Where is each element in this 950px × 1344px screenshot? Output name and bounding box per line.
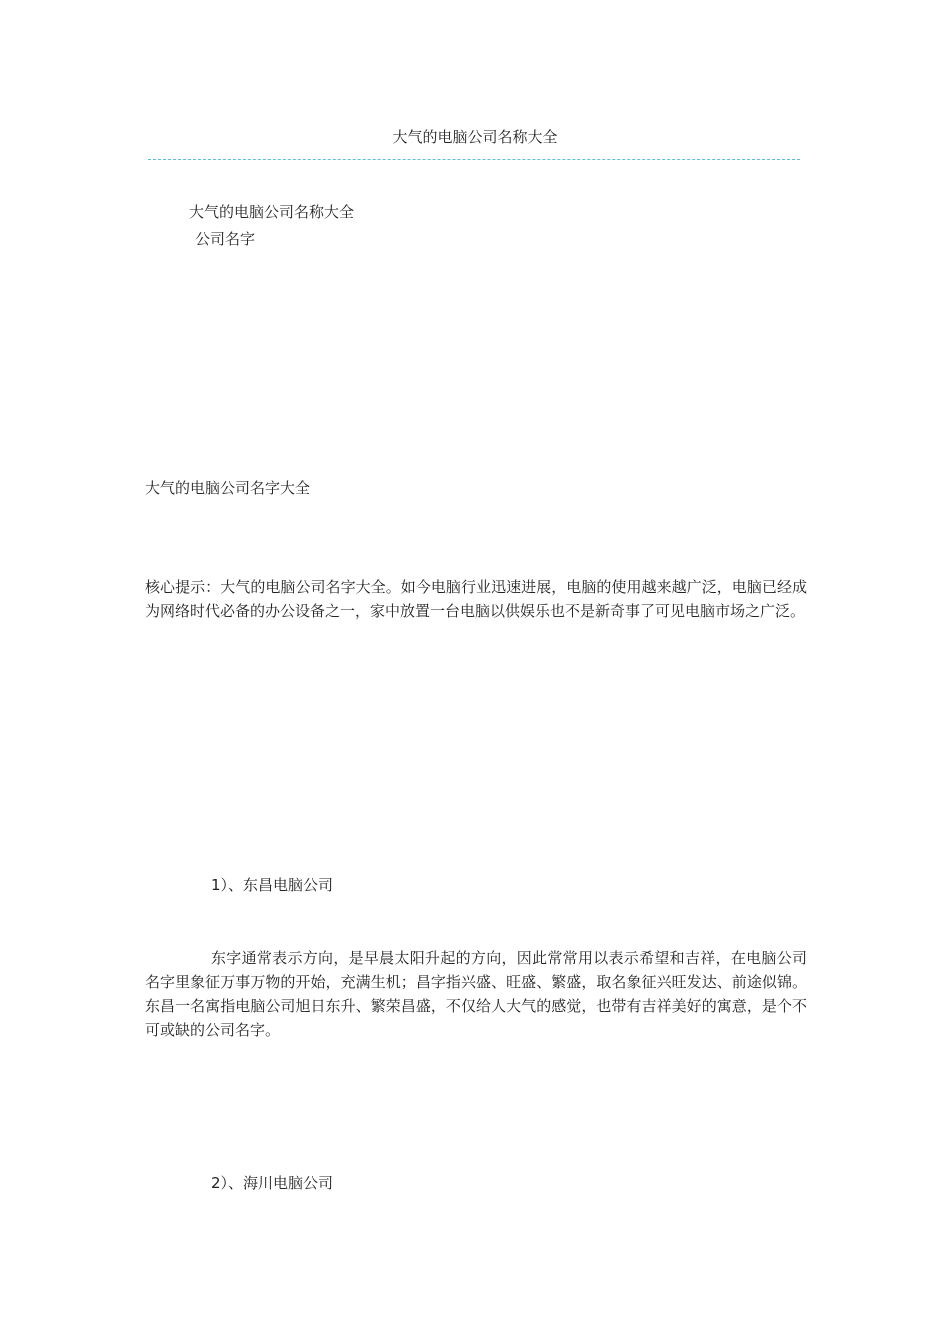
- document-subtitle: 公司名字: [195, 230, 256, 248]
- document-title: 大气的电脑公司名称大全: [189, 203, 355, 221]
- header-title: 大气的电脑公司名称大全: [392, 128, 558, 146]
- intro-paragraph: 核心提示：大气的电脑公司名字大全。如今电脑行业迅速进展，电脑的使用越来越广泛，电脑已经成为网络时代必备的办公设备之一，家中放置一台电脑以供娱乐也不是新奇事了可见电脑市场之广泛。: [145, 578, 807, 620]
- item-2-label: 2）、海川电脑公司: [211, 1174, 334, 1192]
- section-heading: 大气的电脑公司名字大全: [145, 479, 311, 497]
- item-1-label: 1）、东昌电脑公司: [211, 876, 334, 894]
- item-1-paragraph: 东字通常表示方向，是早晨太阳升起的方向，因此常常用以表示希望和吉祥，在电脑公司名字里象征万事万物的开始，充满生机；昌字指兴盛、旺盛、繁盛，取名象征兴旺发达、前途似锦。东昌一名寓指电脑公司旭日东升、繁荣昌盛，不仅给人大气的感觉，也带有吉祥美好的寓意，是个不可或缺的公司名字。: [145, 949, 807, 1039]
- header-divider: [148, 159, 800, 160]
